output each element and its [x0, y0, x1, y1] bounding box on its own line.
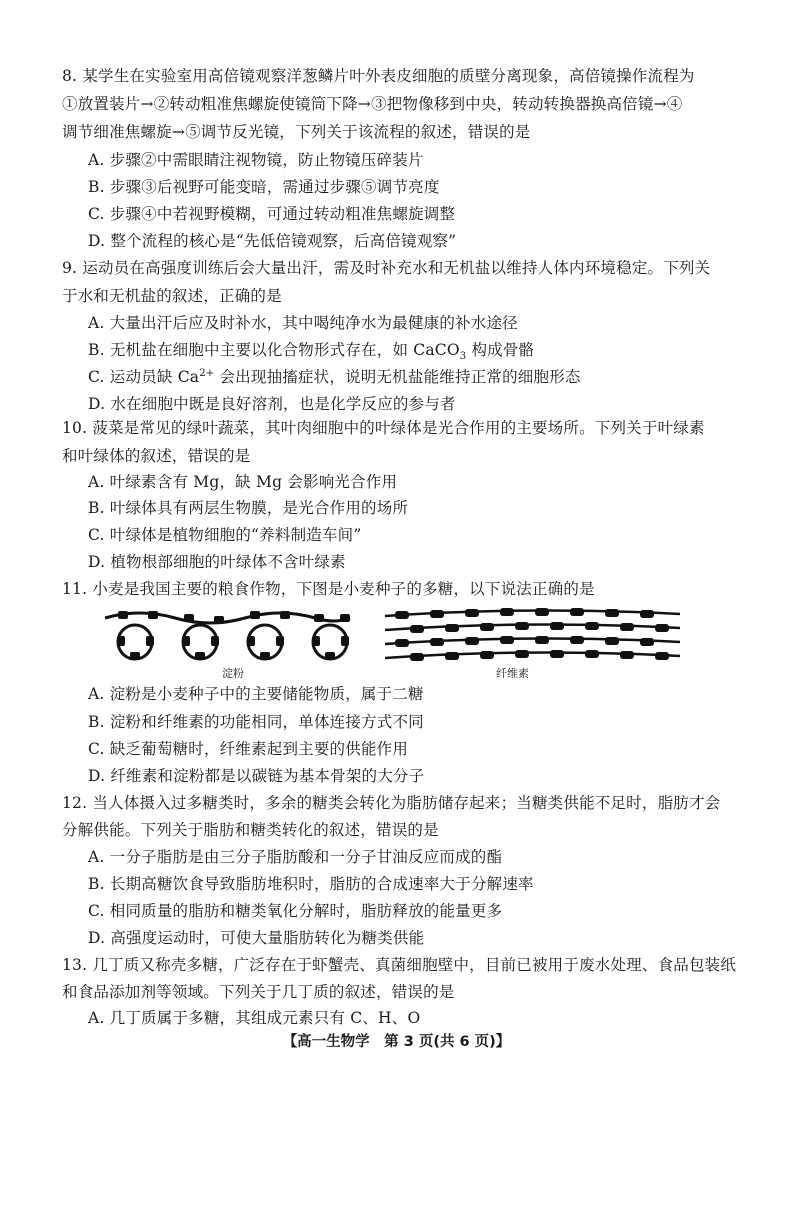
q10-stem-line-2: 和叶绿体的叙述，错误的是 [62, 447, 251, 465]
q9-option-b [88, 340, 535, 363]
q9-option-c [88, 367, 581, 387]
q13-stem-line-2: 和食品添加剂等领域。下列关于几丁质的叙述，错误的是 [62, 983, 455, 1001]
q12-option-c: C. 相同质量的脂肪和糖类氧化分解时，脂肪释放的能量更多 [88, 902, 503, 920]
q9-stem-line-2: 于水和无机盐的叙述，正确的是 [62, 287, 282, 305]
q9-stem-line-1: 9. 运动员在高强度训练后会大量出汗，需及时补充水和无机盐以维持人体内环境稳定。下列关 [62, 259, 711, 277]
q8-option-b: B. 步骤③后视野可能变暗，需通过步骤⑤调节亮度 [88, 178, 440, 196]
q12-option-b: B. 长期高糖饮食导致脂肪堆积时，脂肪的合成速率大于分解速率 [88, 875, 534, 893]
q11-option-c: C. 缺乏葡萄糖时，纤维素起到主要的供能作用 [88, 740, 409, 758]
q8-stem-line-3: 调节细准焦螺旋→⑤调节反光镜，下列关于该流程的叙述，错误的是 [62, 123, 531, 141]
q11-option-d: D. 纤维素和淀粉都是以碳链为基本骨架的大分子 [88, 767, 425, 785]
q10-option-c: C. 叶绿体是植物细胞的“养料制造车间” [88, 526, 362, 544]
q9-option-c-post: 会出现抽搐症状，说明无机盐能维持正常的细胞形态 [214, 368, 581, 386]
q8-stem-line-1: 8. 某学生在实验室用高倍镜观察洋葱鳞片叶外表皮细胞的质壁分离现象，高倍镜操作流程为 [62, 67, 695, 85]
q12-stem-line-2: 分解供能。下列关于脂肪和糖类转化的叙述，错误的是 [62, 821, 439, 839]
page-footer: 【高一生物学 第 3 页(共 6 页)】 [282, 1034, 511, 1050]
q9-option-b-sub: 3 [459, 351, 467, 363]
q10-option-d: D. 植物根部细胞的叶绿体不含叶绿素 [88, 553, 346, 571]
starch-label: 淀粉 [222, 667, 244, 680]
q9-option-b-post: 构成骨骼 [466, 341, 535, 359]
q12-option-a: A. 一分子脂肪是由三分子脂肪酸和一分子甘油反应而成的酯 [88, 848, 503, 866]
q8-option-c: C. 步骤④中若视野模糊，可通过转动粗准焦螺旋调整 [88, 205, 456, 223]
starch-diagram [105, 611, 350, 660]
q12-stem-line-1: 12. 当人体摄入过多糖类时，多余的糖类会转化为脂肪储存起来；当糖类供能不足时，脂肪才会 [62, 794, 721, 812]
q10-option-b: B. 叶绿体具有两层生物膜，是光合作用的场所 [88, 499, 409, 517]
polysaccharide-figure [100, 606, 690, 668]
q10-option-a: A. 叶绿素含有 Mg，缺 Mg 会影响光合作用 [88, 473, 398, 491]
q9-option-c-pre: C. 运动员缺 Ca [88, 368, 200, 386]
cellulose-label: 纤维素 [496, 667, 529, 680]
q8-option-a: A. 步骤②中需眼睛注视物镜，防止物镜压碎装片 [88, 151, 424, 169]
q9-option-d: D. 水在细胞中既是良好溶剂，也是化学反应的参与者 [88, 395, 456, 413]
q11-option-b: B. 淀粉和纤维素的功能相同，单体连接方式不同 [88, 713, 424, 731]
q8-stem-line-2: ①放置装片→②转动粗准焦螺旋使镜筒下降→③把物像移到中央，转动转换器换高倍镜→④ [62, 95, 683, 113]
q9-option-c-sup: 2+ [199, 367, 215, 379]
cellulose-diagram [385, 608, 680, 661]
q13-stem-line-1: 13. 几丁质又称壳多糖，广泛存在于虾蟹壳、真菌细胞壁中，目前已被用于废水处理、食品包装纸 [62, 956, 737, 974]
q11-stem: 11. 小麦是我国主要的粮食作物，下图是小麦种子的多糖，以下说法正确的是 [62, 580, 595, 598]
q13-option-a: A. 几丁质属于多糖，其组成元素只有 C、H、O [88, 1009, 421, 1027]
q9-option-a: A. 大量出汗后应及时补水，其中喝纯净水为最健康的补水途径 [88, 314, 518, 332]
q9-option-b-pre: B. 无机盐在细胞中主要以化合物形式存在，如 CaCO [88, 341, 460, 359]
q8-option-d: D. 整个流程的核心是“先低倍镜观察，后高倍镜观察” [88, 232, 457, 250]
q10-stem-line-1: 10. 菠菜是常见的绿叶蔬菜，其叶肉细胞中的叶绿体是光合作用的主要场所。下列关于叶绿素 [62, 419, 705, 437]
q11-option-a: A. 淀粉是小麦种子中的主要储能物质，属于二糖 [88, 685, 424, 703]
q12-option-d: D. 高强度运动时，可使大量脂肪转化为糖类供能 [88, 929, 425, 947]
